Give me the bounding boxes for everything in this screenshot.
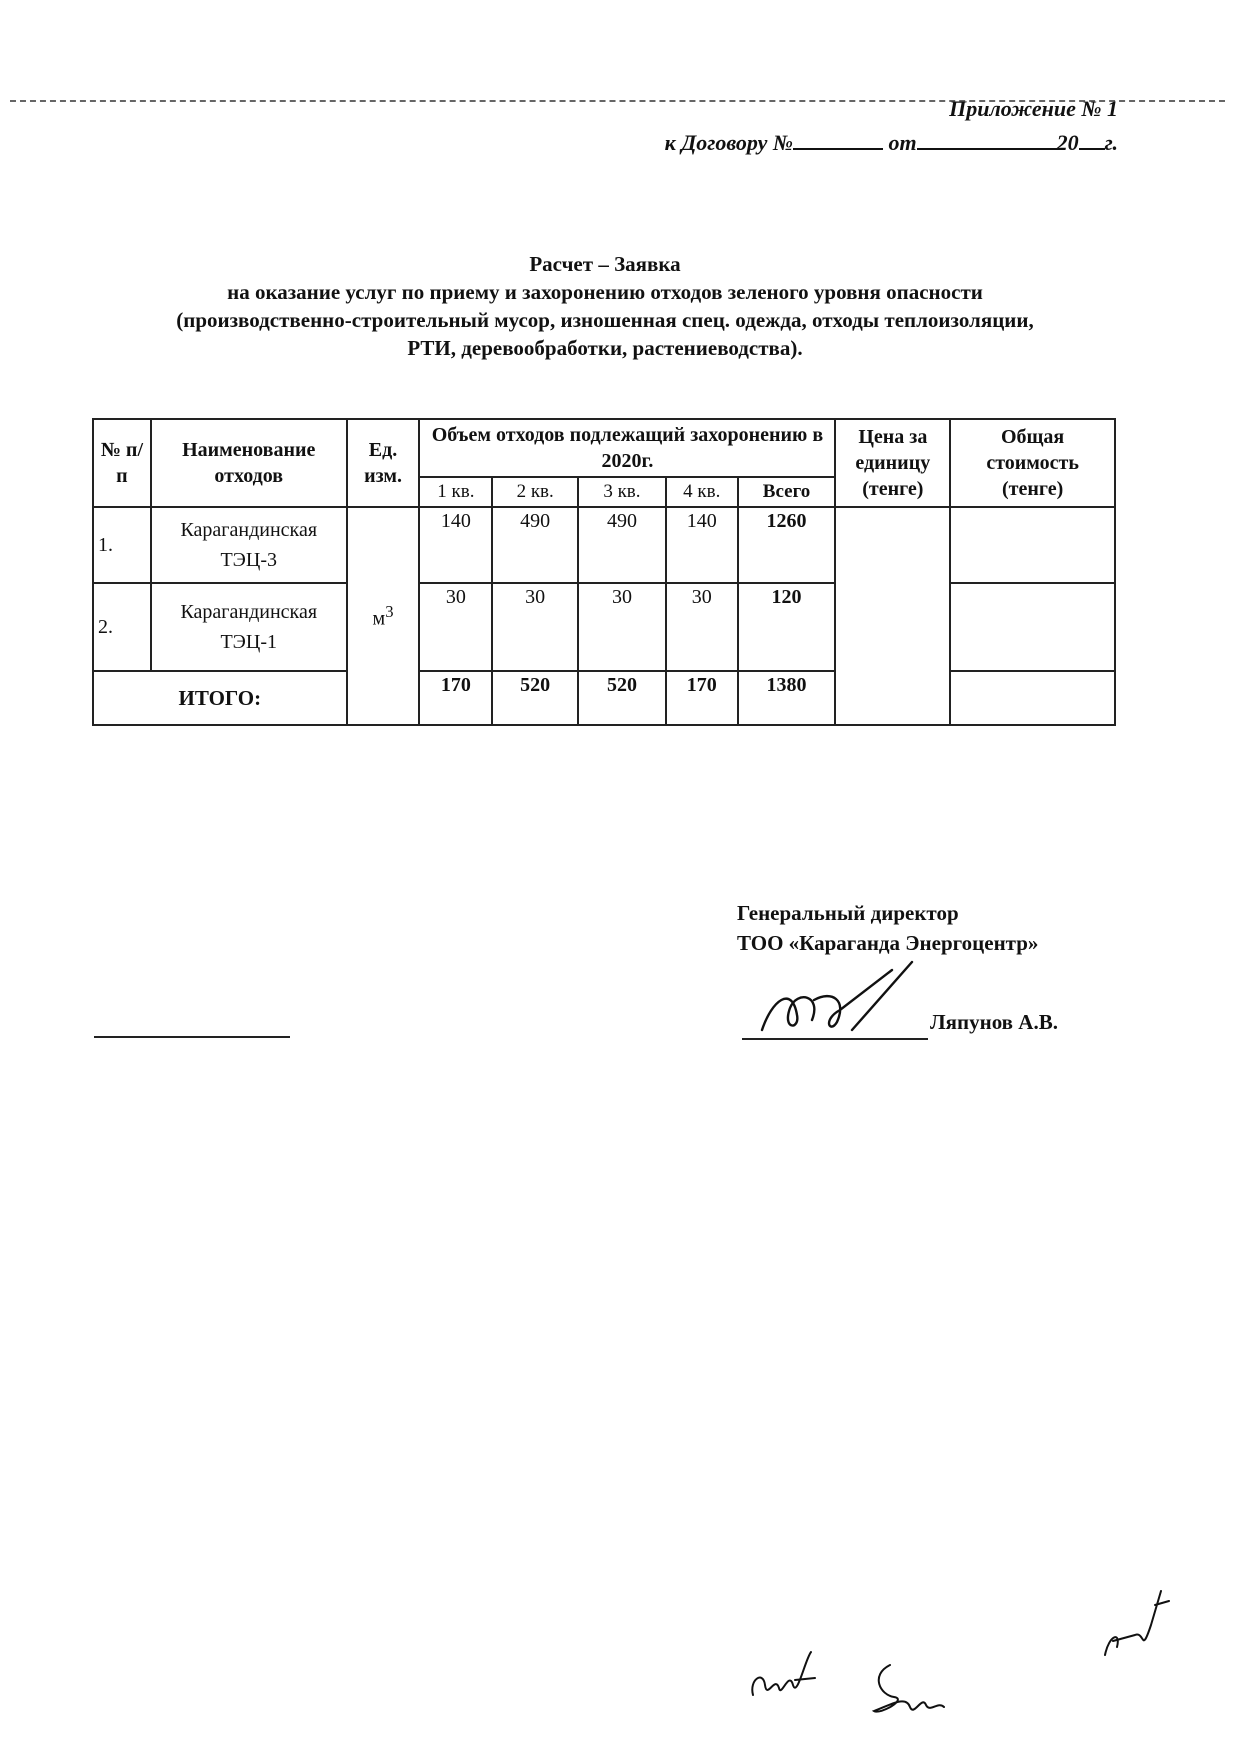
title-line-3: (производственно-строительный мусор, изношенная спец. одежда, отходы теплоизоляции, bbox=[176, 308, 1034, 332]
contract-year-blank bbox=[1079, 128, 1105, 150]
totals-row bbox=[93, 671, 1115, 725]
contract-reference: к Договору № от 20 г. bbox=[664, 130, 1118, 155]
row-total: 120 bbox=[738, 583, 836, 671]
header-total: Всего bbox=[738, 477, 836, 507]
header-unit: Ед. изм. bbox=[347, 419, 420, 507]
header-q3: 3 кв. bbox=[578, 477, 666, 507]
waste-volume-table bbox=[92, 418, 1116, 726]
totals-q3: 520 bbox=[578, 671, 666, 725]
row-q2: 490 bbox=[492, 507, 578, 583]
totals-label: ИТОГО: bbox=[93, 671, 347, 725]
header-price: Цена за единицу (тенге) bbox=[835, 419, 950, 507]
cost-cell bbox=[950, 507, 1115, 583]
totals-q1: 170 bbox=[419, 671, 492, 725]
appendix-title: Приложение № 1 bbox=[949, 96, 1118, 121]
row-q1: 140 bbox=[419, 507, 492, 583]
left-signature-line bbox=[94, 1036, 290, 1038]
totals-cost-cell bbox=[950, 671, 1115, 725]
row-q2: 30 bbox=[492, 583, 578, 671]
table-row bbox=[93, 507, 1115, 583]
signatory-block bbox=[737, 898, 1038, 958]
document-title bbox=[90, 250, 1120, 362]
row-q3: 30 bbox=[578, 583, 666, 671]
initials-signature-2 bbox=[860, 1655, 950, 1725]
row-q4: 140 bbox=[666, 507, 738, 583]
title-line-1: Расчет – Заявка bbox=[529, 252, 681, 276]
header-q4: 4 кв. bbox=[666, 477, 738, 507]
cost-cell bbox=[950, 583, 1115, 671]
title-line-4: РТИ, деревообработки, растениеводства). bbox=[407, 336, 803, 360]
initials-signature-3 bbox=[1095, 1585, 1175, 1665]
row-number: 1. bbox=[93, 507, 151, 583]
totals-total: 1380 bbox=[738, 671, 836, 725]
title-line-2: на оказание услуг по приему и захоронению отходов зеленого уровня опасности bbox=[227, 280, 983, 304]
header-name: Наименование отходов bbox=[151, 419, 347, 507]
row-name: Карагандинская ТЭЦ-1 bbox=[151, 583, 347, 671]
row-q4: 30 bbox=[666, 583, 738, 671]
director-signature bbox=[752, 960, 932, 1042]
header-volume: Объем отходов подлежащий захоронению в 2020г. bbox=[419, 419, 835, 477]
price-cell bbox=[835, 507, 950, 725]
table-header-row bbox=[93, 419, 1115, 477]
appendix-header bbox=[665, 92, 1118, 160]
row-total: 1260 bbox=[738, 507, 836, 583]
table-row bbox=[93, 583, 1115, 671]
totals-q2: 520 bbox=[492, 671, 578, 725]
initials-signature-1 bbox=[745, 1640, 825, 1710]
contract-date-blank bbox=[917, 128, 1057, 150]
row-name: Карагандинская ТЭЦ-3 bbox=[151, 507, 347, 583]
row-q1: 30 bbox=[419, 583, 492, 671]
contract-number-blank bbox=[793, 128, 883, 150]
signatory-position: Генеральный директор bbox=[737, 901, 959, 925]
row-number: 2. bbox=[93, 583, 151, 671]
header-q1: 1 кв. bbox=[419, 477, 492, 507]
totals-q4: 170 bbox=[666, 671, 738, 725]
header-cost: Общая стоимость (тенге) bbox=[950, 419, 1115, 507]
signatory-name: Ляпунов А.В. bbox=[930, 1010, 1058, 1034]
header-q2: 2 кв. bbox=[492, 477, 578, 507]
row-q3: 490 bbox=[578, 507, 666, 583]
header-no: № п/п bbox=[93, 419, 151, 507]
signatory-company: ТОО «Караганда Энергоцентр» bbox=[737, 931, 1039, 955]
unit-cell: $м^3$ bbox=[347, 507, 420, 725]
